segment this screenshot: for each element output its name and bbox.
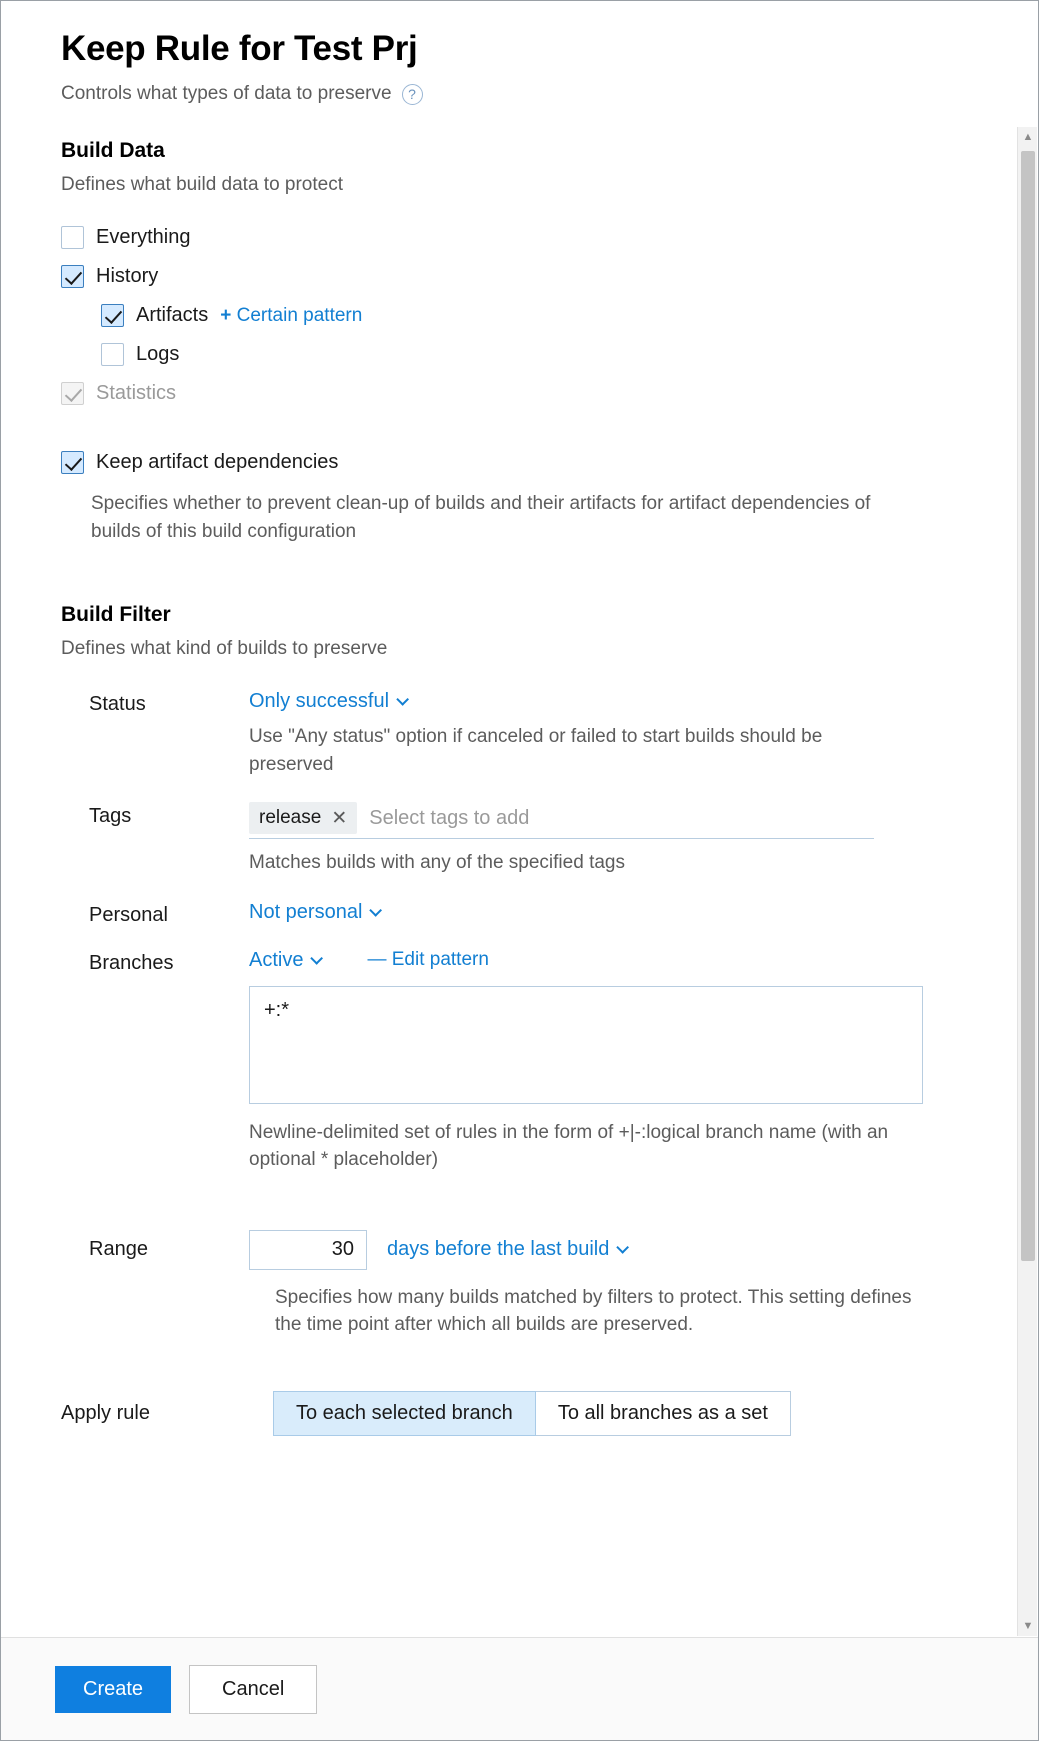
checkbox-label-everything: Everything <box>96 226 191 248</box>
cancel-button[interactable]: Cancel <box>189 1665 317 1714</box>
checkbox-row-history[interactable] <box>61 265 978 288</box>
apply-rule-option-each-branch[interactable]: To each selected branch <box>273 1391 536 1436</box>
status-row <box>61 690 978 778</box>
chevron-down-icon <box>311 952 324 965</box>
close-icon[interactable]: ✕ <box>331 807 348 829</box>
tags-field-wrap <box>249 802 978 877</box>
range-unit-dropdown[interactable] <box>387 1238 625 1261</box>
checkbox-everything[interactable] <box>61 226 84 249</box>
minus-icon: — <box>367 949 387 971</box>
apply-rule-option-all-branches[interactable]: To all branches as a set <box>536 1391 791 1436</box>
scrollbar-thumb[interactable] <box>1021 151 1035 1261</box>
apply-rule-row <box>61 1391 978 1476</box>
personal-label: Personal <box>89 903 168 926</box>
branches-dropdown[interactable] <box>249 949 319 972</box>
status-field <box>249 690 978 778</box>
branches-hint: Newline-delimited set of rules in the form of +|-:logical branch name (with an optional * placeholder) <box>249 1121 889 1171</box>
tags-row <box>61 802 978 877</box>
page-title: Keep Rule for Test Prj <box>61 29 418 68</box>
scroll-up-arrow-icon[interactable]: ▲ <box>1022 131 1034 143</box>
checkbox-label-logs: Logs <box>136 343 180 365</box>
tags-placeholder: Select tags to add <box>369 806 530 829</box>
create-button[interactable]: Create <box>55 1666 171 1713</box>
checkbox-label-artifacts: Artifacts <box>136 304 209 326</box>
build-data-heading: Build Data <box>61 139 165 162</box>
branches-value: Active <box>249 948 304 971</box>
scroll-down-arrow-icon[interactable]: ▼ <box>1022 1620 1034 1632</box>
branches-row <box>61 949 978 1174</box>
checkbox-artifacts[interactable] <box>101 304 124 327</box>
personal-value: Not personal <box>249 900 363 923</box>
branches-field <box>249 949 978 1174</box>
certain-pattern-link[interactable] <box>220 305 362 327</box>
subtitle-row <box>61 83 978 105</box>
status-label: Status <box>89 693 146 716</box>
tags-input[interactable] <box>249 802 874 839</box>
keep-dependencies-description: Specifies whether to prevent clean-up of builds and their artifacts for artifact dependencies of builds of this build configuration <box>91 493 871 542</box>
apply-rule-segmented-control <box>273 1391 791 1436</box>
personal-field <box>249 901 978 927</box>
chevron-down-icon <box>370 904 383 917</box>
range-number-input[interactable] <box>249 1230 367 1270</box>
checkbox-row-logs[interactable] <box>101 343 978 366</box>
branches-actions <box>249 949 978 972</box>
status-value: Only successful <box>249 690 390 713</box>
certain-pattern-label: Certain pattern <box>236 304 363 326</box>
checkbox-row-statistics <box>61 382 978 405</box>
range-hint: Specifies how many builds matched by filters to protect. This setting defines the time point after which all builds are preserved. <box>275 1286 912 1336</box>
checkbox-keep-artifact-dependencies[interactable] <box>61 451 84 474</box>
tags-label: Tags <box>89 805 132 828</box>
personal-dropdown[interactable] <box>249 901 378 924</box>
personal-row <box>61 901 978 927</box>
range-unit-value: days before the last build <box>387 1238 610 1261</box>
dialog-footer <box>1 1637 1038 1740</box>
dialog-content <box>1 1 1038 1476</box>
checkbox-statistics <box>61 382 84 405</box>
checkbox-row-everything[interactable] <box>61 226 978 249</box>
tag-chip-label: release <box>259 807 322 829</box>
checkbox-row-keep-dependencies[interactable] <box>61 451 978 474</box>
help-icon[interactable]: ? <box>402 84 423 105</box>
chevron-down-icon <box>617 1241 630 1254</box>
tag-chip[interactable] <box>249 802 357 834</box>
branch-pattern-textarea[interactable] <box>249 986 923 1104</box>
checkbox-label-keep-artifact-dependencies: Keep artifact dependencies <box>96 451 339 473</box>
checkbox-history[interactable] <box>61 265 84 288</box>
page-subtitle: Controls what types of data to preserve <box>61 83 392 104</box>
build-filter-description: Defines what kind of builds to preserve <box>61 638 388 660</box>
plus-icon: + <box>220 304 232 326</box>
range-row <box>61 1230 978 1270</box>
vertical-scrollbar[interactable] <box>1017 127 1037 1636</box>
tags-hint: Matches builds with any of the specified tags <box>249 852 625 874</box>
status-hint: Use "Any status" option if canceled or failed to start builds should be preserved <box>249 726 823 775</box>
checkbox-row-artifacts[interactable] <box>101 304 978 327</box>
checkbox-label-statistics: Statistics <box>96 382 177 404</box>
status-dropdown[interactable] <box>249 690 405 713</box>
build-filter-heading: Build Filter <box>61 603 171 627</box>
dialog-scroll-area <box>1 1 1038 1637</box>
checkbox-label-history: History <box>96 265 159 287</box>
branches-label: Branches <box>89 951 174 974</box>
apply-rule-label: Apply rule <box>61 1401 150 1424</box>
edit-pattern-link[interactable] <box>367 949 488 971</box>
checkbox-logs[interactable] <box>101 343 124 366</box>
chevron-down-icon <box>396 693 409 706</box>
range-label: Range <box>89 1238 148 1261</box>
build-data-description: Defines what build data to protect <box>61 174 344 195</box>
edit-pattern-label: Edit pattern <box>391 949 489 971</box>
